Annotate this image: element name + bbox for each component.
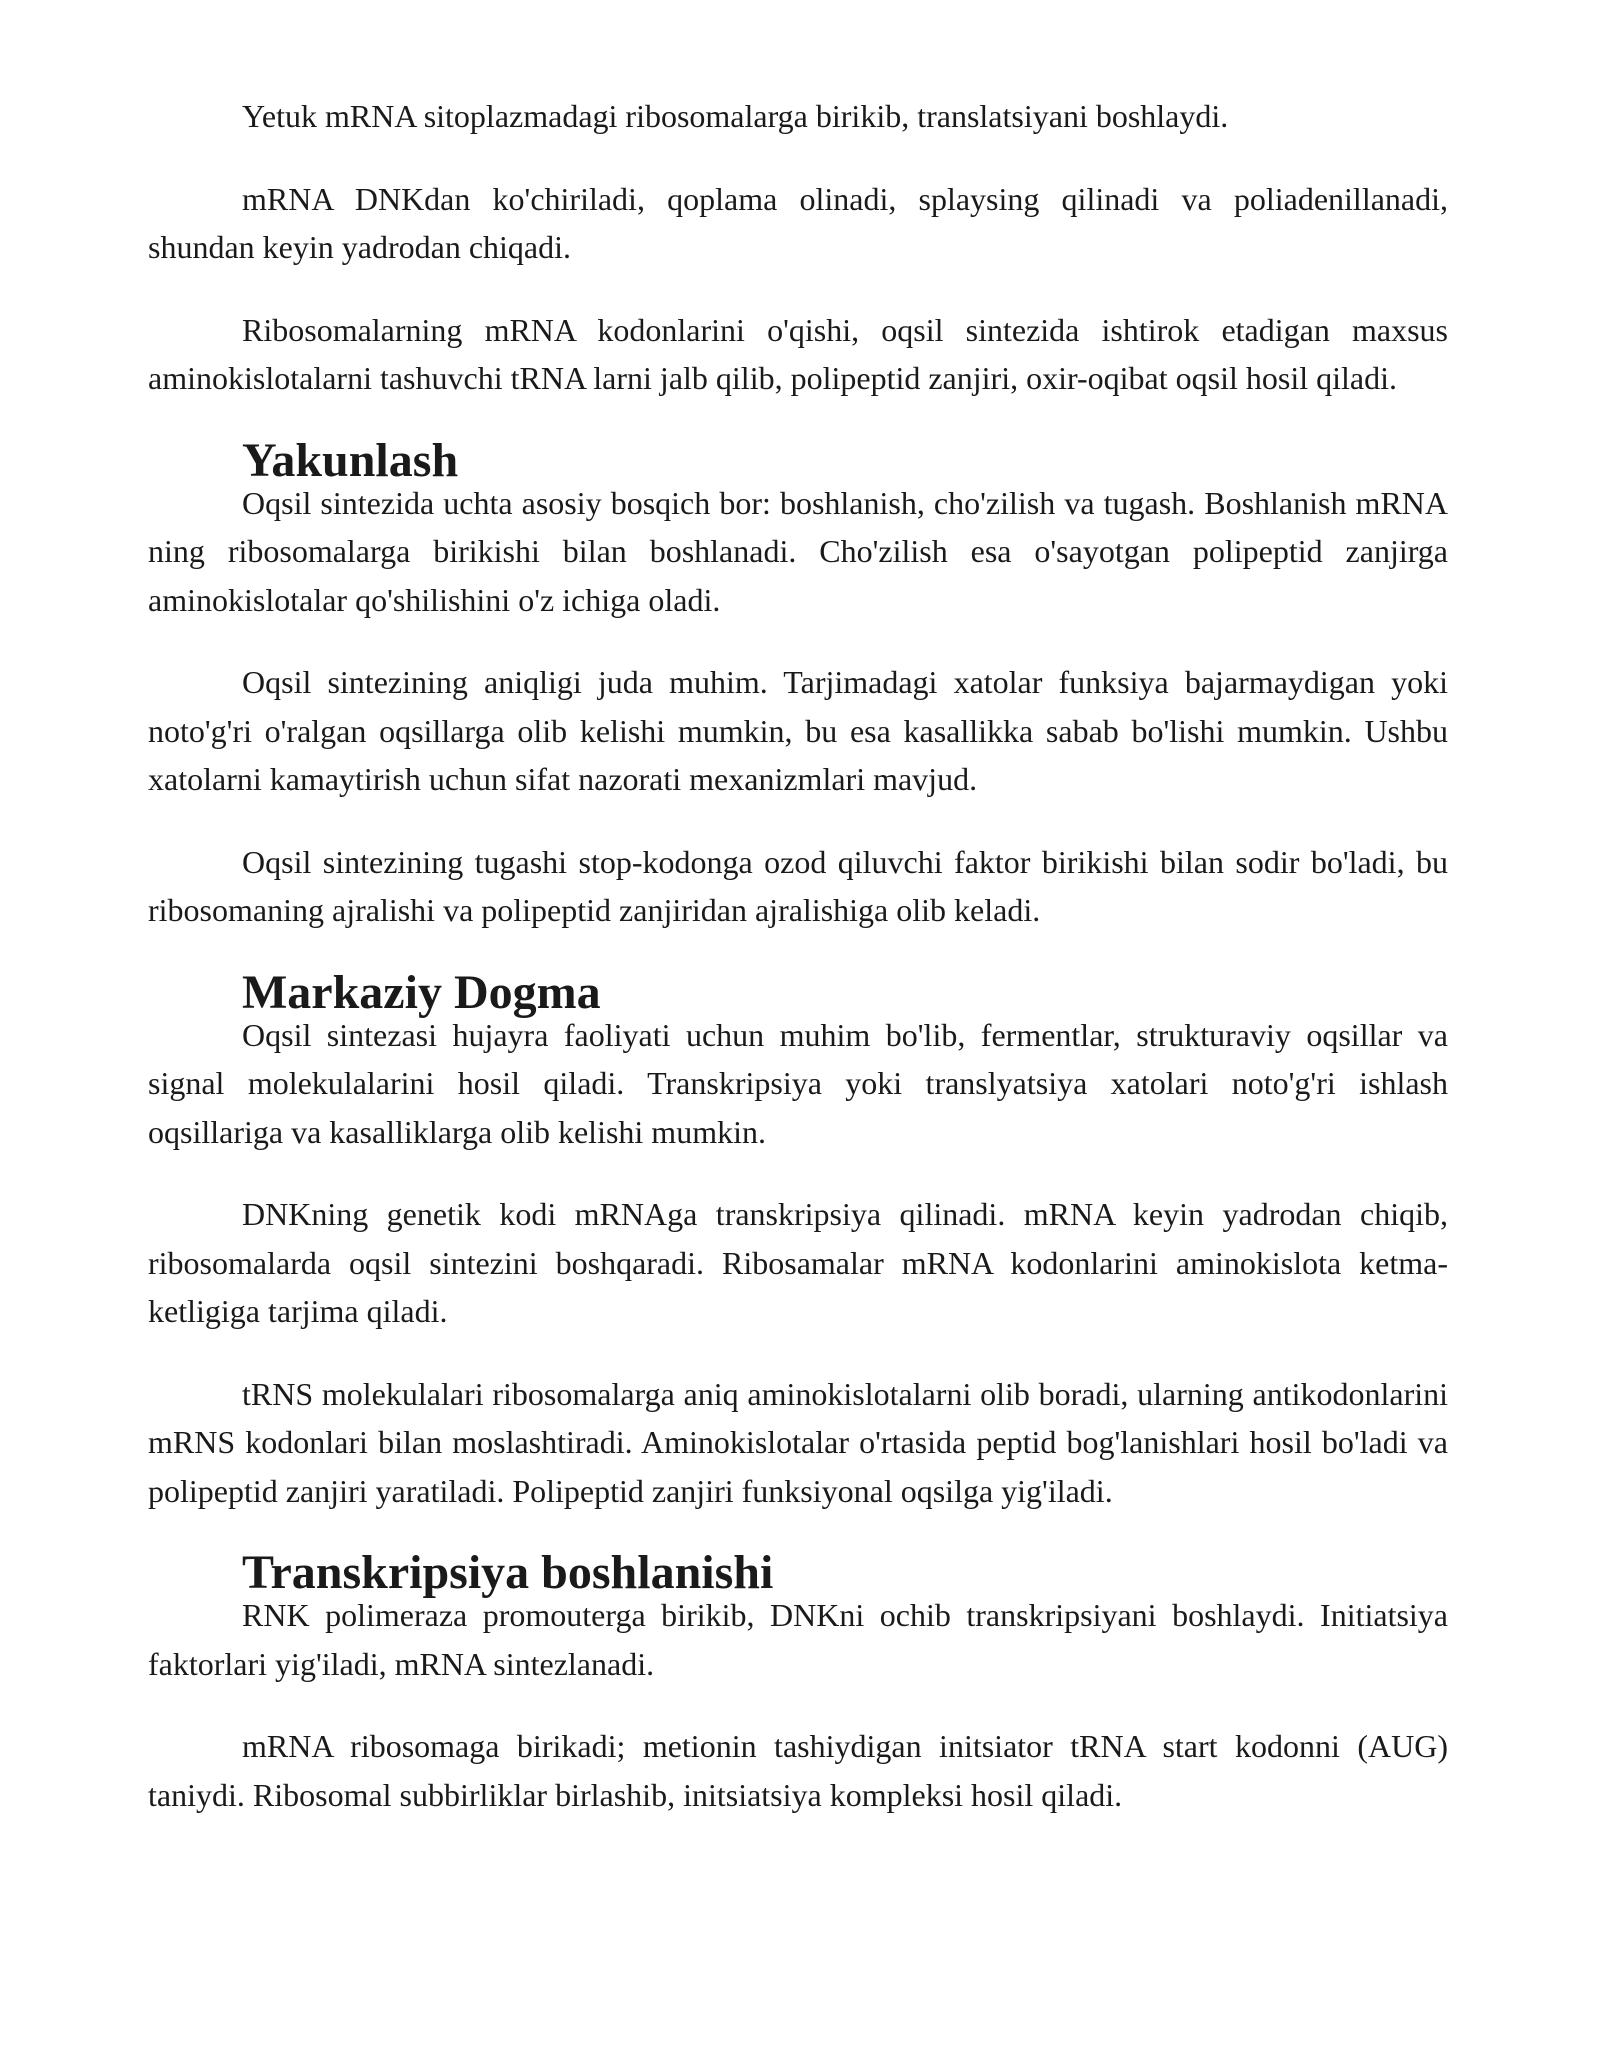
paragraph: Oqsil sintezasi hujayra faoliyati uchun muhim bo'lib, fermentlar, strukturaviy oqsillar va signal molekulalarini hosil qiladi. Transkripsiya yoki translyatsiya xatolari noto'g'ri ishlash oqsillariga va kasalliklarga olib kelishi mumkin. [148,1016,1448,1150]
paragraph: DNKning genetik kodi mRNAga transkripsiya qilinadi. mRNA keyin yadrodan chiqib, ribosomalarda oqsil sintezini boshqaradi. Ribosamalar mRNA kodonlarini aminokislota ketma-ketligiga tarjima qiladi. [148,1196,1448,1329]
section-heading: Transkripsiya boshlanishi [242,1546,774,1599]
paragraph: Yetuk mRNA sitoplazmadagi ribosomalarga birikib, translatsiyani boshlaydi. [242,98,1229,134]
paragraph: Oqsil sintezining aniqligi juda muhim. Tarjimadagi xatolar funksiya bajarmaydigan yoki noto'g'ri o'ralgan oqsillarga olib kelishi mumkin, bu esa kasallikka sabab bo'lishi mumkin. Ushbu xatolarni kamaytirish uchun sifat nazorati mexanizmlari mavjud. [148,664,1448,797]
paragraph: Oqsil sintezida uchta asosiy bosqich bor: boshlanish, cho'zilish va tugash. Boshlanish mRNA ning ribosomalarga birikishi bilan boshlanadi. Cho'zilish esa o'sayotgan polipeptid zanjirga aminokislotalar qo'shilishini o'z ichiga oladi. [148,484,1448,618]
paragraph: mRNA ribosomaga birikadi; metionin tashiydigan initsiator tRNA start kodonni (AUG) taniydi. Ribosomal subbirliklar birlashib, initsiatsiya kompleksi hosil qiladi. [148,1728,1448,1813]
section-heading: Markaziy Dogma [242,965,601,1019]
document-page [148,92,1448,1853]
paragraph: Ribosomalarning mRNA kodonlarini o'qishi, oqsil sintezida ishtirok etadigan maxsus aminokislotalarni tashuvchi tRNA larni jalb qilib, polipeptid zanjiri, oxir-oqibat oqsil hosil qiladi. [148,311,1448,396]
section-heading: Yakunlash [242,433,459,487]
section-markaziy-dogma [148,965,1448,1516]
paragraph: tRNS molekulalari ribosomalarga aniq aminokislotalarni olib boradi, ularning antikodonlarini mRNS kodonlari bilan moslashtiradi. Aminokislotalar o'rtasida peptid bog'lanishlari hosil bo'ladi va polipeptid zanjiri yaratiladi. Polipeptid zanjiri funksiyonal oqsilga yig'iladi. [148,1375,1448,1509]
section-transkripsiya-boshlanishi [148,1546,1448,1819]
paragraph: RNK polimeraza promouterga birikib, DNKni ochib transkripsiyani boshlaydi. Initiatsiya faktorlari yig'iladi, mRNA sintezlanadi. [148,1597,1448,1682]
paragraph: mRNA DNKdan ko'chiriladi, qoplama olinadi, splaysing qilinadi va poliadenillanadi, shundan keyin yadrodan chiqadi. [148,180,1448,265]
section-yakunlash [148,433,1448,935]
paragraph: Oqsil sintezining tugashi stop-kodonga ozod qiluvchi faktor birikishi bilan sodir bo'ladi, bu ribosomaning ajralishi va polipeptid zanjiridan ajralishiga olib keladi. [148,843,1448,928]
